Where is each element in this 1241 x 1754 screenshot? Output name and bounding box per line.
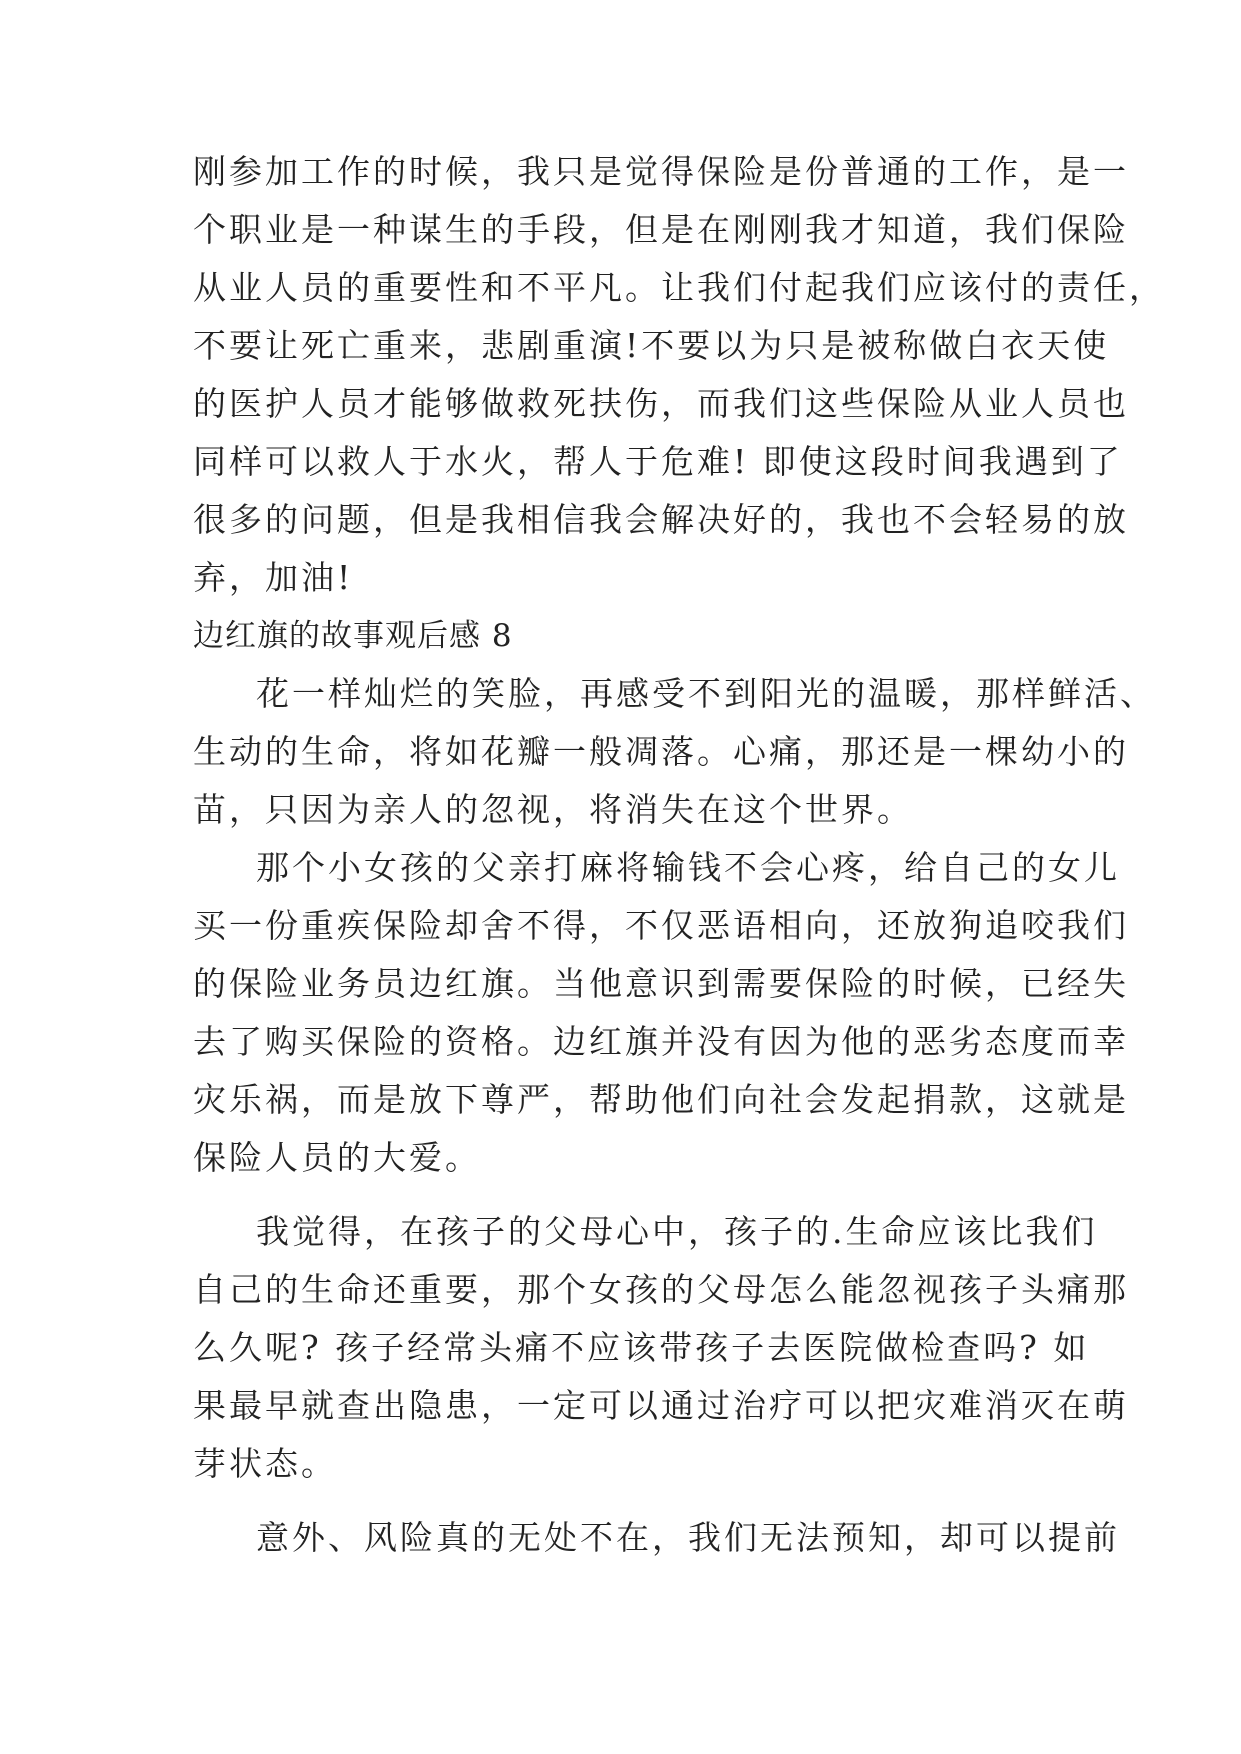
paragraph-line: 保险人员的大爱。 [193,1138,481,1177]
paragraph-line: 从业人员的重要性和不平凡。让我们付起我们应该付的责任， [193,268,1165,307]
paragraph-line: 自己的生命还重要，那个女孩的父母怎么能忽视孩子头痛那 [193,1270,1129,1309]
section-heading: 边红旗的故事观后感 8 [193,618,513,654]
paragraph-line: 苗，只因为亲人的忽视，将消失在这个世界。 [193,790,913,829]
paragraph-line: 我觉得，在孩子的父母心中，孩子的.生命应该比我们 [256,1212,1098,1251]
paragraph-line: 个职业是一种谋生的手段，但是在刚刚我才知道，我们保险 [193,210,1129,249]
paragraph-line: 同样可以救人于水火，帮人于危难! 即使这段时间我遇到了 [193,442,1123,481]
paragraph-line: 不要让死亡重来，悲剧重演!不要以为只是被称做白衣天使 [193,326,1110,365]
paragraph-line: 的保险业务员边红旗。当他意识到需要保险的时候，已经失 [193,964,1129,1003]
paragraph-line: 的医护人员才能够做救死扶伤，而我们这些保险从业人员也 [193,384,1129,423]
paragraph-line: 意外、风险真的无处不在，我们无法预知，却可以提前 [256,1518,1120,1557]
paragraph-line: 芽状态。 [193,1444,337,1483]
paragraph-line: 么久呢? 孩子经常头痛不应该带孩子去医院做检查吗? 如 [193,1328,1090,1367]
paragraph-line: 那个小女孩的父亲打麻将输钱不会心疼，给自己的女儿 [256,848,1120,887]
paragraph-line: 买一份重疾保险却舍不得，不仅恶语相向，还放狗追咬我们 [193,906,1129,945]
paragraph-line: 果最早就查出隐患，一定可以通过治疗可以把灾难消灭在萌 [193,1386,1129,1425]
paragraph-line: 很多的问题，但是我相信我会解决好的，我也不会轻易的放 [193,500,1129,539]
paragraph-line: 花一样灿烂的笑脸，再感受不到阳光的温暖，那样鲜活、 [256,674,1156,713]
paragraph-line: 灾乐祸，而是放下尊严，帮助他们向社会发起捐款，这就是 [193,1080,1129,1119]
paragraph-line: 去了购买保险的资格。边红旗并没有因为他的恶劣态度而幸 [193,1022,1129,1061]
paragraph-line: 刚参加工作的时候，我只是觉得保险是份普通的工作，是一 [193,152,1129,191]
paragraph-line: 弃，加油! [193,558,354,597]
paragraph-line: 生动的生命，将如花瓣一般凋落。心痛，那还是一棵幼小的 [193,732,1129,771]
